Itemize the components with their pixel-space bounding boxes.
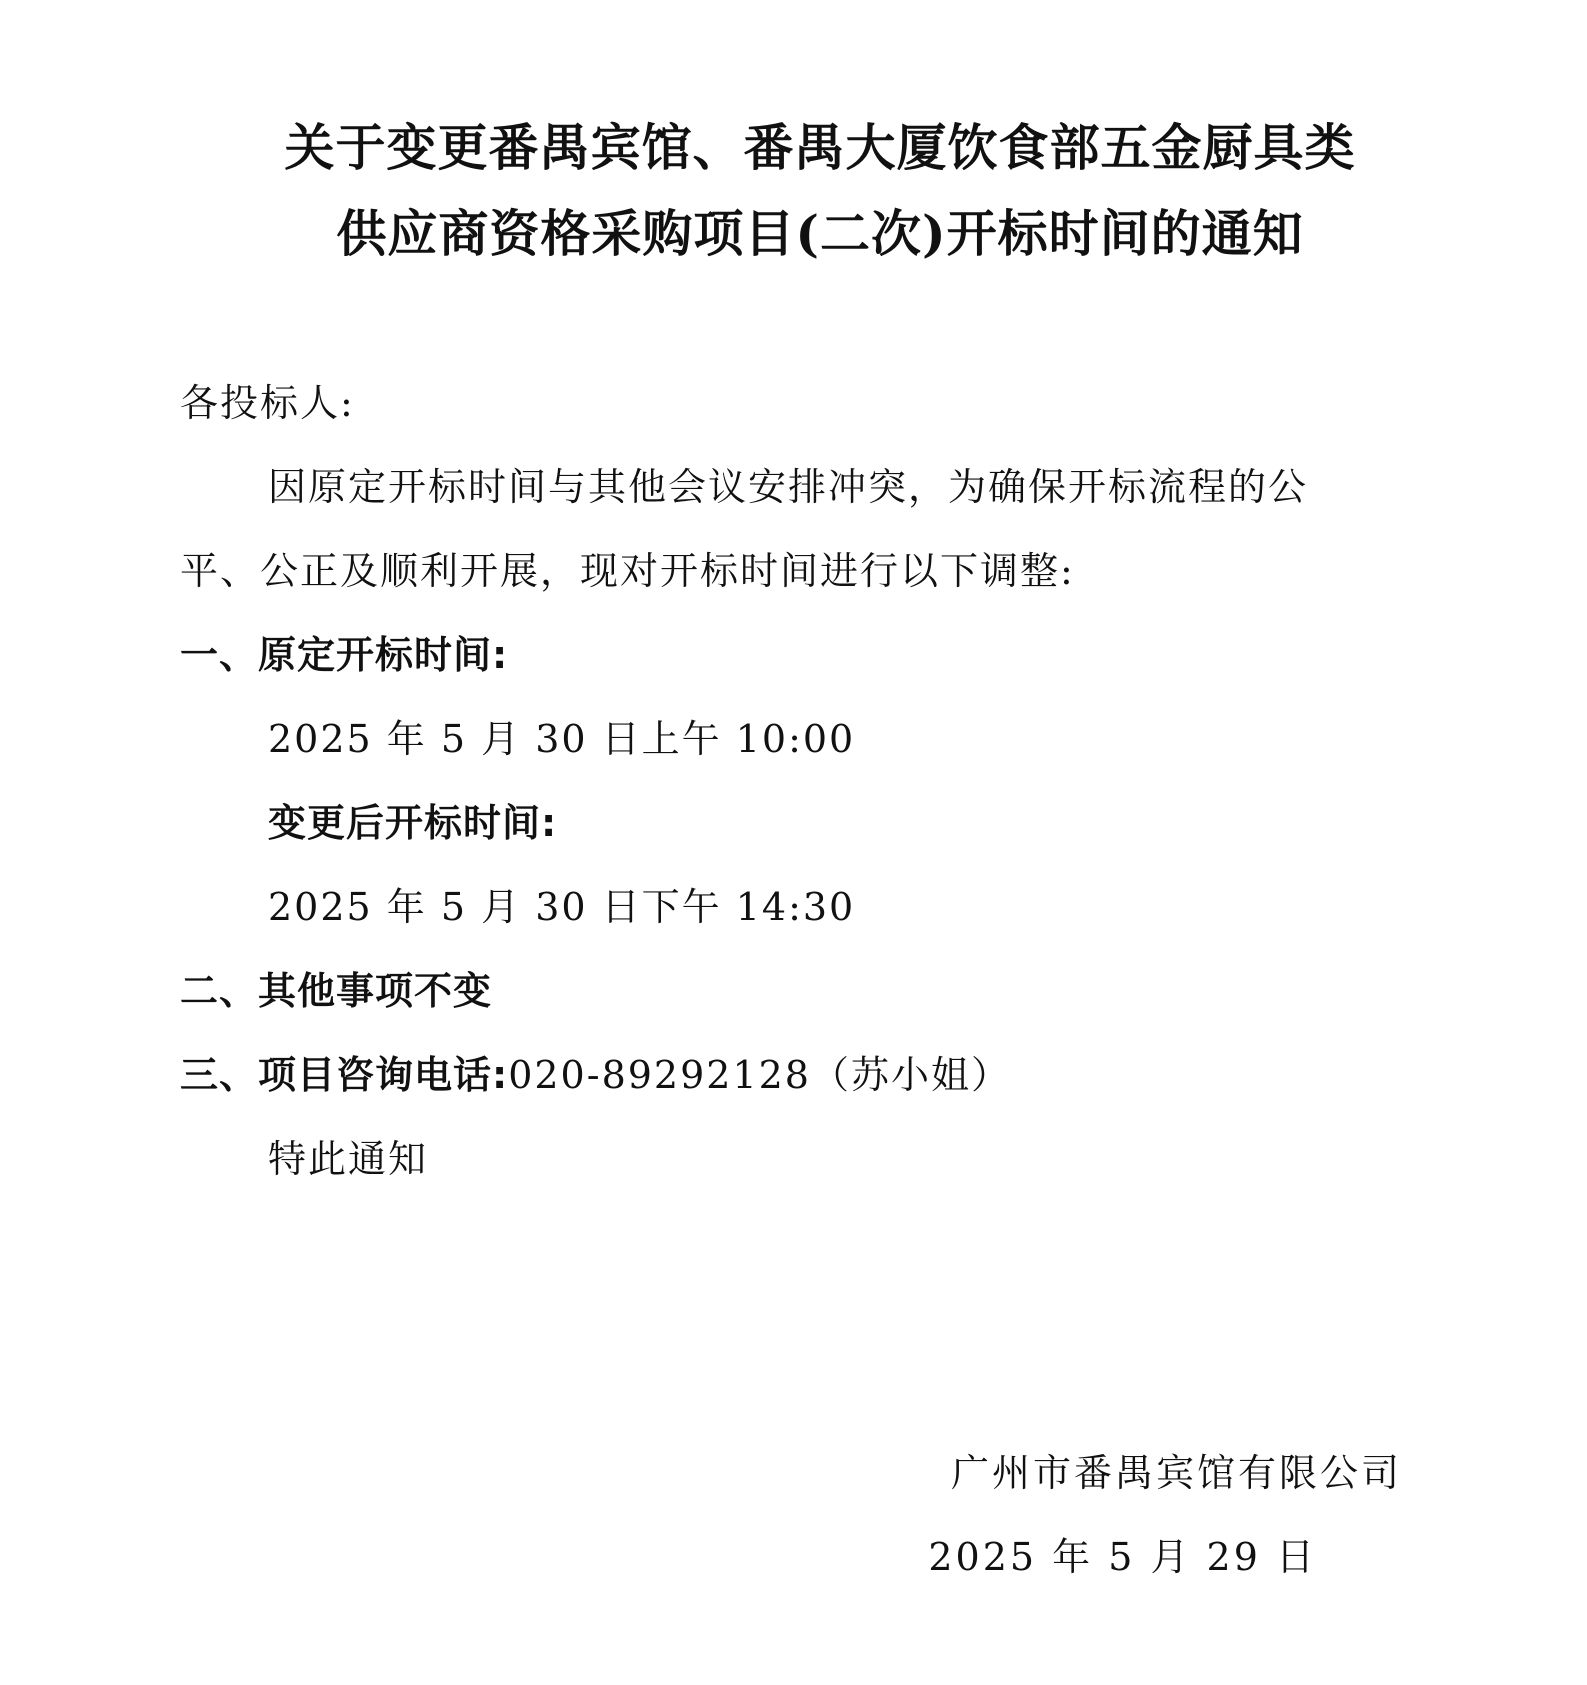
signature-company: 广州市番禺宾馆有限公司 [950,1451,1402,1495]
new-bid-time: 2025 年 5 月 30 日下午 14:30 [268,885,856,929]
document-title-line-1: 关于变更番禺宾馆、番禺大厦饮食部五金厨具类 [284,118,1356,177]
contact-phone: 020-89292128（苏小姐） [508,1053,1011,1097]
body-paragraph-line-1: 因原定开标时间与其他会议安排冲突，为确保开标流程的公 [268,465,1309,509]
section-1-heading: 一、原定开标时间: [180,633,509,677]
signature-date: 2025 年 5 月 29 日 [928,1535,1317,1579]
original-bid-time: 2025 年 5 月 30 日上午 10:00 [268,717,856,761]
salutation: 各投标人: [180,381,355,425]
section-2-heading: 二、其他事项不变 [180,969,493,1013]
body-paragraph-line-2: 平、公正及顺利开展，现对开标时间进行以下调整: [180,549,1075,593]
section-3-heading: 三、项目咨询电话: [180,1053,509,1097]
closing-remark: 特此通知 [268,1137,429,1181]
section-3 [180,1050,1011,1100]
new-bid-time-label: 变更后开标时间: [268,801,558,845]
document-title-line-2: 供应商资格采购项目(二次)开标时间的通知 [336,204,1304,263]
